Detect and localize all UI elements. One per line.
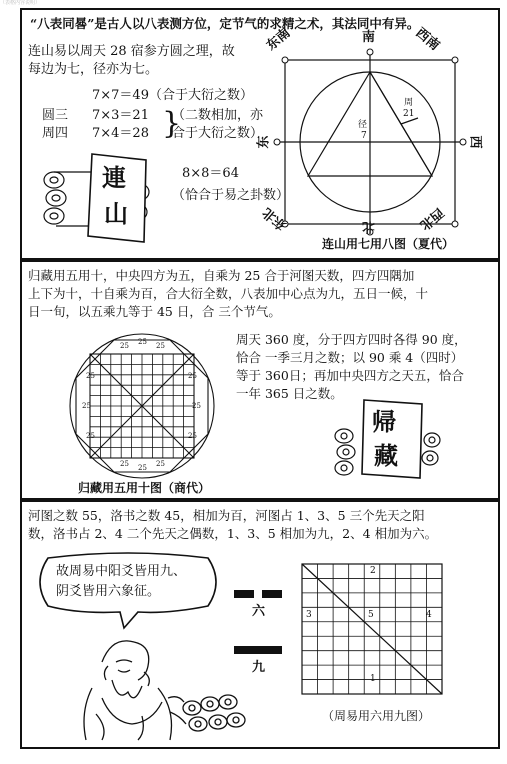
panel-guizang xyxy=(20,260,500,500)
yao-label-six: 六 xyxy=(252,604,266,619)
panel1-eq23-note1: （二数相加，亦 xyxy=(172,108,264,123)
panel3-caption: （周易用六用九图） xyxy=(322,709,431,723)
panel1-eq4-note: （恰合于易之卦数） xyxy=(172,188,290,203)
compass-label-northeast: 东北 xyxy=(259,204,290,233)
guizang-num: 25 xyxy=(188,432,197,440)
panel2-caption: 归藏用五用十图（商代） xyxy=(78,481,211,495)
guizang-num: 25 xyxy=(120,342,129,350)
compass-label-southeast: 东南 xyxy=(263,25,294,54)
compass-jing-label: 径 xyxy=(358,120,368,130)
panel-zhouyi xyxy=(20,500,500,749)
panel1-intro-line1: 连山易以周天 28 宿参方圆之理，故 xyxy=(28,44,235,59)
bubble-line2: 阴爻皆用六象征。 xyxy=(56,584,161,599)
guizang-num: 25 xyxy=(192,402,201,410)
guizang-num: 25 xyxy=(156,342,165,350)
panel1-header: “八表同晷”是古人以八表测方位，定节气的求精之术，其法同中有异。 xyxy=(30,16,420,31)
guizang-num: 25 xyxy=(138,338,147,346)
panel2-line1: 归藏用五用十，中央四方为五，自乘为 25 合于河图天数，四方四隅加 xyxy=(28,268,415,283)
guizang-num: 25 xyxy=(138,464,147,472)
panel2-right-line4: 一年 365 日之数。 xyxy=(236,386,343,401)
panel1-intro-line2: 每边为七，径亦为七。 xyxy=(28,62,159,77)
grid-number-4: 4 xyxy=(426,610,432,620)
guizang-num: 25 xyxy=(82,402,91,410)
bubble-line1: 故周易中阳爻皆用九、 xyxy=(56,564,187,579)
panel2-line3: 日一旬，以五乘九等于 45 日，合 三个节气。 xyxy=(28,304,281,319)
top-strip: （表格内容说明） xyxy=(0,0,41,6)
compass-label-west: 西 xyxy=(467,135,483,149)
panel1-brace: } xyxy=(162,106,182,141)
guizang-num: 25 xyxy=(120,460,129,468)
grid-number-5: 5 xyxy=(368,610,374,620)
compass-label-southwest: 西南 xyxy=(412,25,443,54)
grid-number-2: 2 xyxy=(370,566,376,576)
panel2-right-line2: 恰合 一季三月之数；以 90 乘 4（四时） xyxy=(236,350,464,365)
panel2-right-line1: 周天 360 度，分于四方四时各得 90 度， xyxy=(236,332,467,347)
lianshan-scroll-char2: 山 xyxy=(104,199,128,228)
compass-label-east: 东 xyxy=(256,135,272,149)
panel1-eq4: 8×8＝64 xyxy=(182,166,239,181)
guizang-num: 25 xyxy=(86,432,95,440)
sage-with-scrolls-illustration xyxy=(72,632,252,742)
yin-yao-line xyxy=(234,590,284,600)
panel3-line1: 河图之数 55，洛书之数 45，相加为百，河图占 1、3、5 三个先天之阳 xyxy=(28,508,425,523)
grid-number-1: 1 xyxy=(370,674,376,684)
lianshan-scroll-illustration xyxy=(42,150,152,250)
guizang-num: 25 xyxy=(156,460,165,468)
panel1-eq3: 7×4＝28 xyxy=(92,126,149,141)
compass-zhou-label: 周 xyxy=(404,98,414,108)
lianshan-compass-diagram xyxy=(277,40,487,250)
compass-label-south: 南 xyxy=(362,30,376,45)
compass-label-north: 北 xyxy=(362,219,376,234)
panel1-eq1: 7×7＝49（合于大衍之数） xyxy=(92,88,253,103)
panel3-line2: 数，洛书占 2、4 二个先天之偶数，1、3、5 相加为九，2、4 相加为六。 xyxy=(28,526,438,541)
panel-lianshan xyxy=(20,8,500,260)
compass-label-northwest: 西北 xyxy=(416,204,447,233)
compass-jing-value: 7 xyxy=(361,131,367,141)
compass-zhou-value: 21 xyxy=(403,109,415,119)
guizang-num: 25 xyxy=(188,372,197,380)
guizang-scroll-char2: 藏 xyxy=(374,441,398,470)
panel1-eq3-label: 周四 xyxy=(42,126,69,141)
panel2-right-line3: 等于 360日；再加中央四方之天五，恰合 xyxy=(236,368,464,383)
grid-number-3: 3 xyxy=(306,610,312,620)
panel1-eq23-note2: 合于大衍之数） xyxy=(172,126,264,141)
panel1-caption: 连山用七用八图（夏代） xyxy=(322,237,455,251)
panel2-line2: 上下为十，十自乘为百，合大衍全数，八表加中心点为九，五日一候，十 xyxy=(28,286,429,301)
panel1-eq2-label: 圆三 xyxy=(42,108,69,123)
yang-yao-line xyxy=(234,646,284,656)
guizang-num: 25 xyxy=(86,372,95,380)
panel1-eq2: 7×3＝21 xyxy=(92,108,149,123)
guizang-scroll-char1: 帰 xyxy=(372,407,396,436)
yao-label-nine: 九 xyxy=(252,660,266,675)
lianshan-scroll-char1: 連 xyxy=(102,163,126,192)
